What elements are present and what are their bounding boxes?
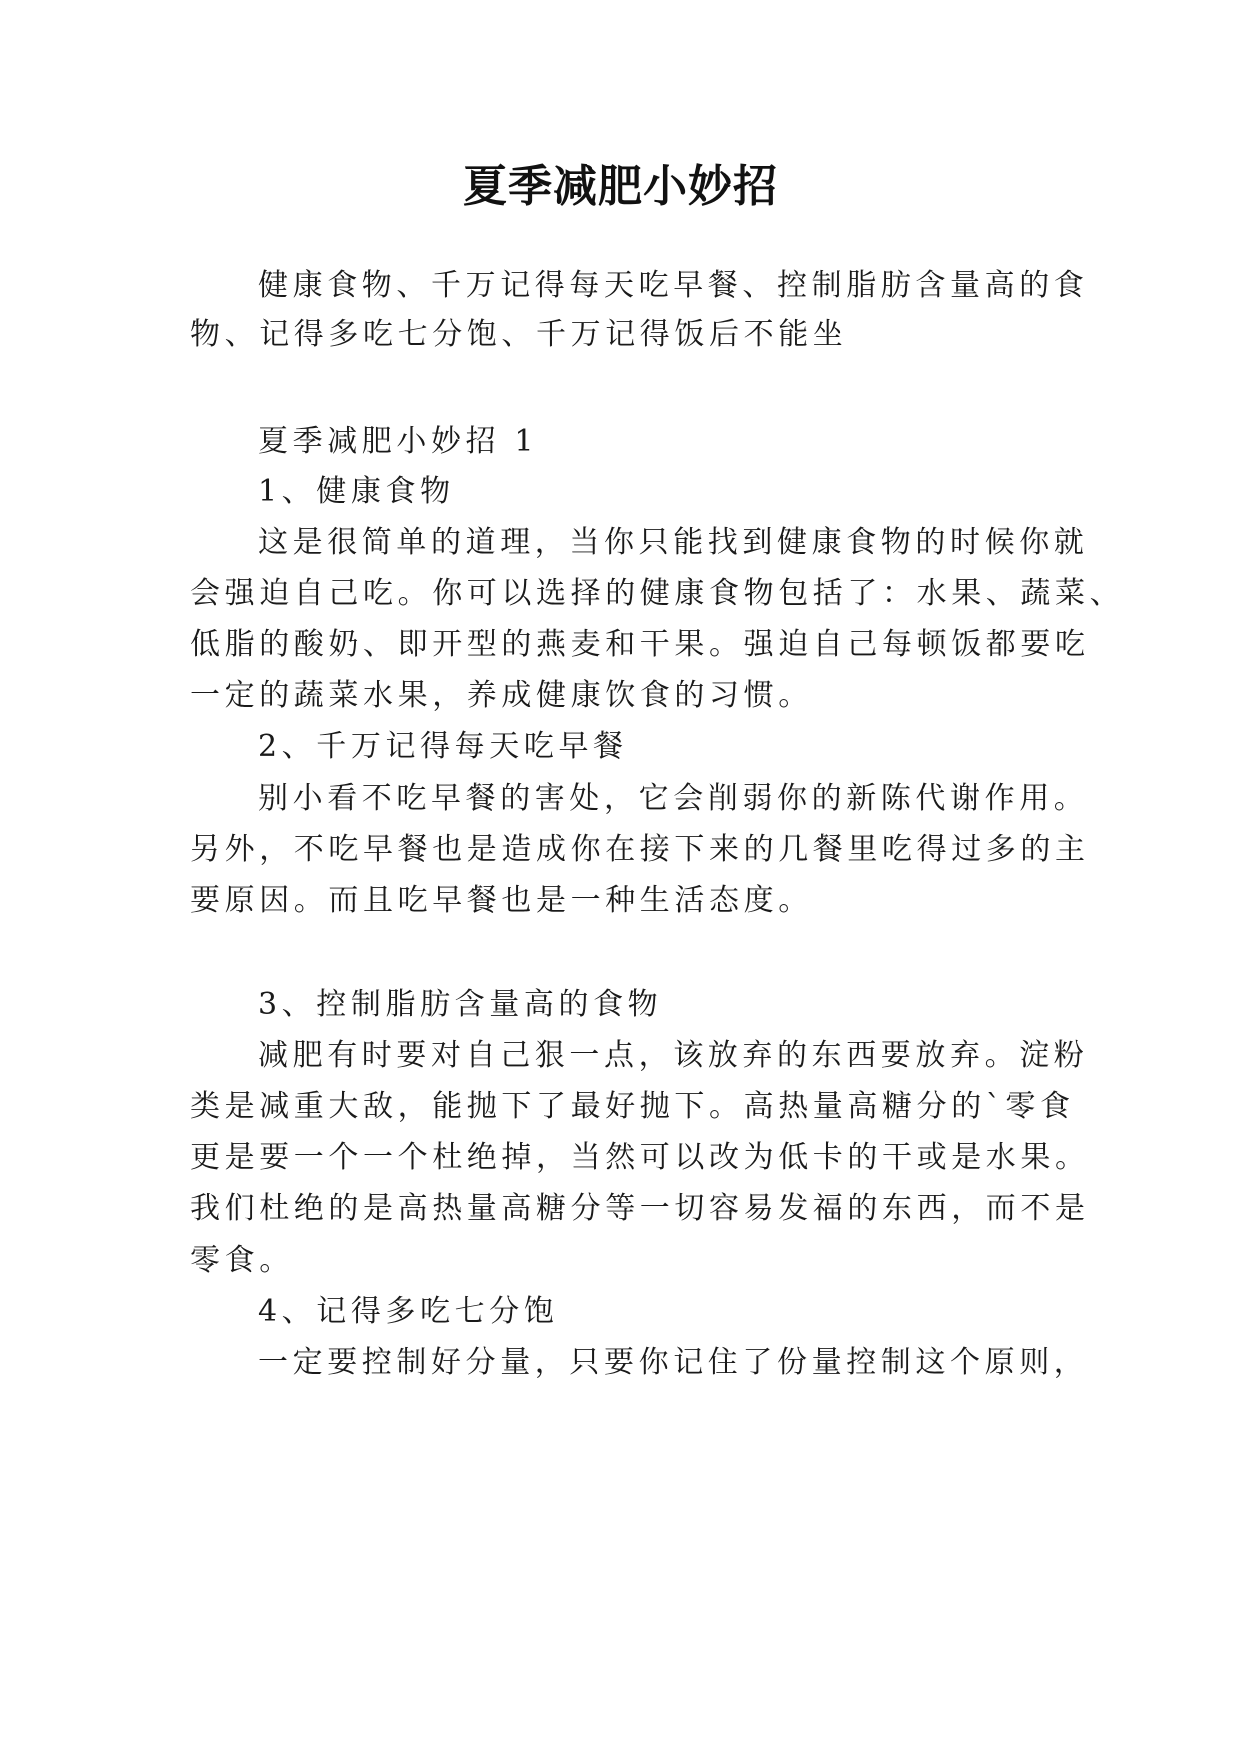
item3-line-1: 减肥有时要对自己狠一点，该放弃的东西要放弃。淀粉: [258, 1038, 1089, 1073]
document-title: 夏季减肥小妙招: [463, 161, 778, 212]
item1-line-2: 会强迫自己吃。你可以选择的健康食物包括了：水果、蔬菜、: [190, 576, 1125, 611]
item3-line-4: 我们杜绝的是高热量高糖分等一切容易发福的东西，而不是: [190, 1191, 1090, 1226]
item1-line-3: 低脂的酸奶、即开型的燕麦和干果。强迫自己每顿饭都要吃: [190, 627, 1090, 662]
item2-line-2: 另外，不吃早餐也是造成你在接下来的几餐里吃得过多的主: [190, 832, 1090, 867]
item1-heading: 1、健康食物: [258, 474, 455, 509]
item1-line-4: 一定的蔬菜水果，养成健康饮食的习惯。: [190, 678, 813, 713]
item4-heading: 4、记得多吃七分饱: [258, 1294, 559, 1329]
item3-line-2: 类是减重大敌，能抛下了最好抛下。高热量高糖分的`零食: [190, 1089, 1075, 1124]
item4-line-1: 一定要控制好分量，只要你记住了份量控制这个原则，: [258, 1345, 1089, 1380]
item2-line-1: 别小看不吃早餐的害处，它会削弱你的新陈代谢作用。: [258, 781, 1089, 816]
item2-line-3: 要原因。而且吃早餐也是一种生活态度。: [190, 883, 813, 918]
intro-line-2: 物、记得多吃七分饱、千万记得饭后不能坐: [190, 317, 848, 352]
item3-line-5: 零食。: [190, 1243, 294, 1278]
intro-line-1: 健康食物、千万记得每天吃早餐、控制脂肪含量高的食: [258, 268, 1089, 303]
section-heading: 夏季减肥小妙招 1: [258, 424, 539, 459]
item1-line-1: 这是很简单的道理，当你只能找到健康食物的时候你就: [258, 525, 1089, 560]
item3-line-3: 更是要一个一个杜绝掉，当然可以改为低卡的干或是水果。: [190, 1140, 1090, 1175]
item3-heading: 3、控制脂肪含量高的食物: [258, 987, 663, 1022]
item2-heading: 2、千万记得每天吃早餐: [258, 729, 628, 764]
